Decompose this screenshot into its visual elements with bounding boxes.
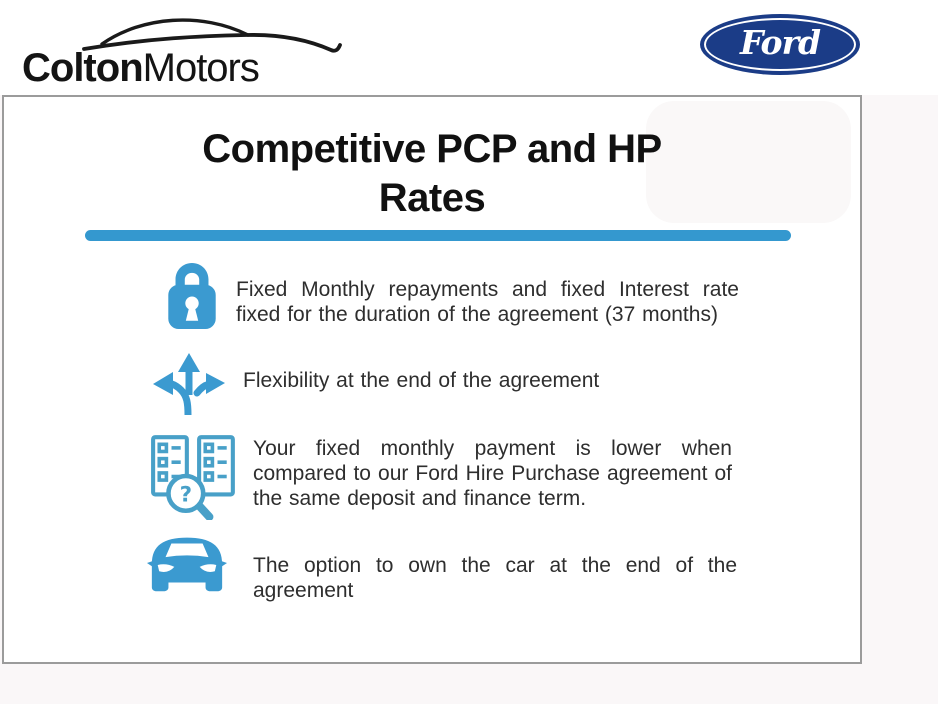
bullet-line: agreement [253, 579, 354, 602]
lock-icon [165, 261, 219, 334]
page-title-line2: Rates [378, 176, 486, 220]
bullet-line: compared to our Ford Hire Purchase agreement of [253, 462, 732, 485]
page-title [4, 125, 860, 223]
bullet-line: fixed for the duration of the agreement (37 months) [236, 303, 718, 326]
car-icon [146, 534, 228, 597]
header [0, 0, 938, 95]
bullet-line: The option to own the car at the end of the [253, 554, 737, 577]
blue-divider-bar [85, 230, 791, 241]
bullet-line: the same deposit and finance term. [253, 487, 587, 510]
ford-logo-text: Ford [739, 23, 821, 62]
brand-name [22, 46, 259, 91]
bullet-lower-payment [253, 436, 732, 511]
content-panel [2, 95, 862, 664]
brand-name-bold: Colton [22, 46, 143, 90]
direction-arrows-icon [150, 351, 228, 420]
bullet-flexibility [243, 368, 663, 393]
bullet-line: Your fixed monthly payment is lower when [253, 437, 732, 460]
ford-logo [700, 14, 860, 75]
bullet-fixed-repayments [236, 277, 739, 327]
checklist-magnifier-icon [148, 432, 240, 525]
bullet-own-the-car [253, 553, 737, 603]
bullet-line: Fixed Monthly repayments and fixed Interest rate [236, 278, 739, 301]
colton-motors-logo [20, 4, 360, 94]
page-title-line1: Competitive PCP and HP [202, 127, 662, 171]
bullet-line: Flexibility at the end of the agreement [243, 369, 600, 392]
svg-text:?: ? [179, 482, 193, 508]
brand-name-light: Motors [142, 46, 259, 90]
